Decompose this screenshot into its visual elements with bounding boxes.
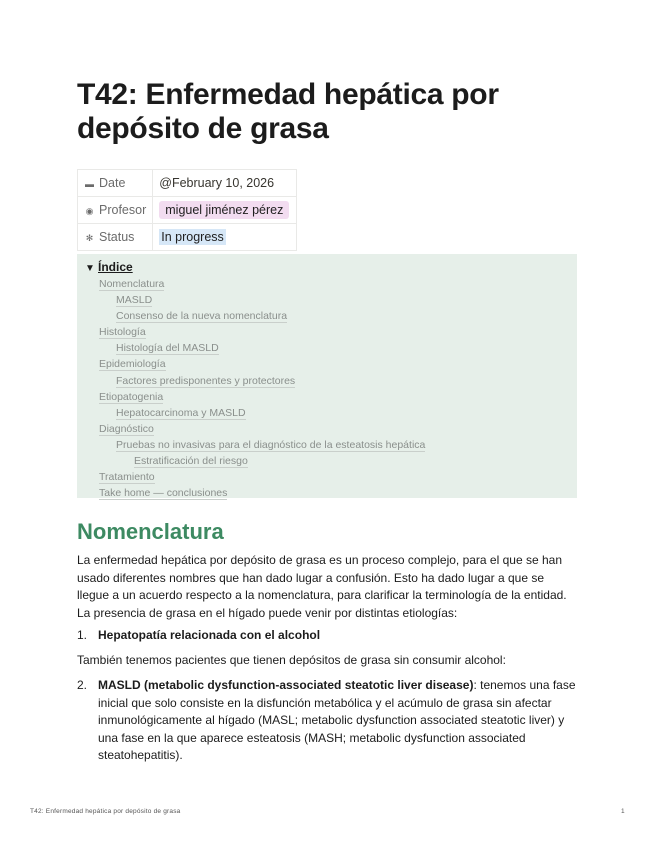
- middle-paragraph: También tenemos pacientes que tienen depósitos de grasa sin consumir alcohol:: [77, 653, 506, 667]
- toc-link-label: Histología del MASLD: [116, 342, 219, 355]
- list-item-bold: MASLD (metabolic dysfunction-associated steatotic liver disease): [98, 678, 474, 692]
- property-key: [78, 197, 153, 224]
- toc-link-label: Hepatocarcinoma y MASLD: [116, 406, 246, 419]
- property-row-profesor: [78, 197, 297, 224]
- toc-link-label: Factores predisponentes y protectores: [116, 374, 296, 387]
- property-value[interactable]: [153, 197, 297, 224]
- toc-link-label: Epidemiología: [99, 358, 166, 371]
- toc-link-label: Diagnóstico: [99, 422, 154, 435]
- toc-link-label: MASLD: [116, 294, 153, 307]
- toc-link[interactable]: [85, 437, 569, 453]
- list-number: 2.: [77, 678, 88, 692]
- toc-heading: Índice: [98, 260, 133, 274]
- table-of-contents: [77, 254, 577, 498]
- intro-paragraph: La enfermedad hepática por depósito de grasa es un proceso complejo, para el que se han usado diferentes nombres que han dado lugar a confusión. Esto ha dado lugar a que se llegue a un acuerdo respecto a la nomenclatura, para clarificar la terminología de la entidad. La presencia de grasa en el hígado puede venir por distintas etiologías:: [77, 553, 567, 620]
- page-title: T42: Enfermedad hepática por depósito de grasa: [77, 78, 499, 145]
- toc-link-label: Histología: [99, 326, 146, 339]
- toc-link[interactable]: [85, 421, 569, 437]
- toc-link[interactable]: [85, 356, 569, 372]
- toc-link[interactable]: [85, 389, 569, 405]
- date-value: @February 10, 2026: [159, 176, 275, 190]
- properties-table: [77, 169, 297, 251]
- list-item: [77, 627, 577, 645]
- list-number: 1.: [77, 628, 88, 642]
- property-row-date: [78, 170, 297, 197]
- person-tag[interactable]: miguel jiménez pérez: [159, 201, 289, 219]
- toc-list: [85, 276, 569, 501]
- toc-link-label: Consenso de la nueva nomenclatura: [116, 310, 288, 323]
- footer-title: T42: Enfermedad hepática por depósito de grasa: [30, 808, 181, 815]
- toc-link[interactable]: [85, 292, 569, 308]
- toc-link[interactable]: [85, 276, 569, 292]
- property-value[interactable]: [153, 224, 297, 251]
- property-key-label: Status: [99, 230, 135, 244]
- property-value[interactable]: [153, 170, 297, 197]
- triangle-down-icon[interactable]: ▼: [85, 263, 95, 274]
- property-key-label: Profesor: [99, 203, 147, 217]
- page-number: 1: [621, 808, 625, 815]
- toc-link[interactable]: [85, 405, 569, 421]
- list-item: [77, 677, 577, 765]
- toc-link-label: Etiopatogenia: [99, 390, 164, 403]
- toc-link[interactable]: [85, 324, 569, 340]
- toc-link-label: Nomenclatura: [99, 278, 165, 290]
- toc-link-label: Tratamiento: [99, 471, 155, 484]
- status-icon: ✻: [85, 233, 94, 243]
- toc-link[interactable]: [85, 453, 569, 469]
- toc-link[interactable]: [85, 469, 569, 485]
- section-heading: Nomenclatura: [77, 519, 224, 544]
- property-key-label: Date: [99, 176, 126, 190]
- toc-link[interactable]: [85, 340, 569, 356]
- list-item-text: : tenemos una fase inicial que solo consiste en la disfunción metabólica y el acúmulo de grasa sin afectar inmunológicamente al hígado (MASL; metabolic dysfunction associated steatotic liver) y una fase en la que aparece esteatosis (MASH; metabolic dysfunction associated steatohepatitis).: [98, 678, 576, 762]
- person-icon: ◉: [85, 206, 94, 216]
- list-item-bold: Hepatopatía relacionada con el alcohol: [98, 628, 321, 642]
- toc-link[interactable]: [85, 308, 569, 324]
- toc-link[interactable]: [85, 373, 569, 389]
- property-row-status: [78, 224, 297, 251]
- toc-link[interactable]: [85, 485, 569, 501]
- toc-link-label: Pruebas no invasivas para el diagnóstico de la esteatosis hepática: [116, 438, 426, 451]
- toc-link-label: Estratificación del riesgo: [134, 455, 248, 468]
- property-key: [78, 224, 153, 251]
- status-tag[interactable]: In progress: [161, 230, 224, 244]
- calendar-icon: ▬: [85, 179, 94, 189]
- property-key: [78, 170, 153, 197]
- toc-link-label: Take home — conclusiones: [99, 487, 228, 500]
- toc-toggle[interactable]: [85, 258, 569, 276]
